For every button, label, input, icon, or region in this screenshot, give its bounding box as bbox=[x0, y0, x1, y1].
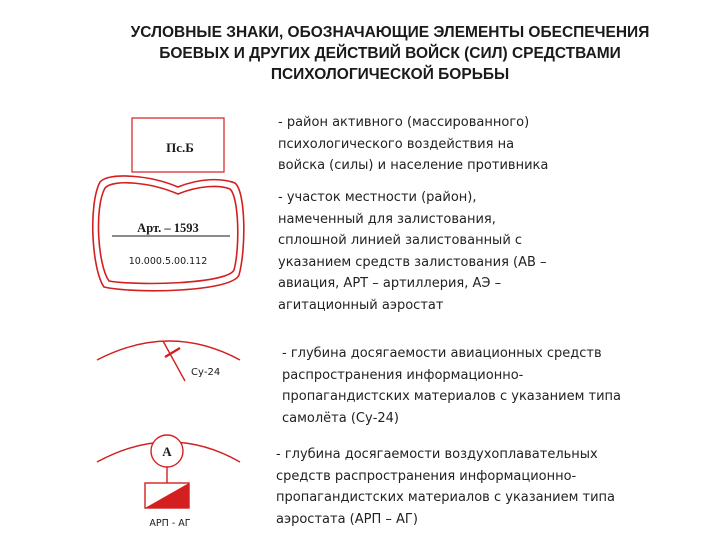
aviation-description-line: - глубина досягаемости авиационных средств bbox=[282, 346, 602, 361]
title-line-1: УСЛОВНЫЕ ЗНАКИ, ОБОЗНАЧАЮЩИЕ ЭЛЕМЕНТЫ ОБЕСПЕЧЕНИЯ bbox=[130, 24, 650, 41]
balloon-circle-label: А bbox=[162, 444, 172, 459]
leaflet-area-description-line: - участок местности (район), bbox=[278, 190, 477, 205]
aviation-label: Су-24 bbox=[191, 367, 221, 378]
balloon-description-line: пропагандистских материалов с указанием типа bbox=[276, 490, 616, 505]
balloon-description-line: средств распространения информационно- bbox=[276, 468, 577, 484]
aviation-description-line: распространения информационно- bbox=[282, 367, 524, 383]
psb-description bbox=[278, 112, 548, 177]
aviation-symbol bbox=[97, 341, 240, 381]
psb-label: Пс.Б bbox=[166, 140, 194, 155]
balloon-label: АРП - АГ bbox=[149, 518, 191, 529]
psb-description-line: психологического воздействия на bbox=[278, 136, 515, 152]
leaflet-area-description-line: авиация, АРТ – артиллерия, АЭ – bbox=[278, 276, 502, 291]
leaflet-area-description bbox=[278, 187, 547, 316]
aviation-description-line: самолёта (Су-24) bbox=[282, 410, 399, 426]
title-line-3: ПСИХОЛОГИЧЕСКОЙ БОРЬБЫ bbox=[270, 66, 510, 83]
leaflet-area-symbol bbox=[93, 176, 244, 291]
balloon-description bbox=[276, 444, 615, 530]
leaflet-area-code: 10.000.5.00.112 bbox=[128, 256, 208, 267]
aviation-description-line: пропагандистских материалов с указанием типа bbox=[282, 389, 622, 404]
psb-symbol bbox=[132, 118, 224, 172]
balloon-description-line: - глубина досягаемости воздухоплавательных bbox=[276, 447, 598, 462]
balloon-symbol bbox=[97, 435, 240, 529]
leaflet-area-description-line: сплошной линией залистованный с bbox=[278, 233, 523, 248]
balloon-description-line: аэростата (АРП – АГ) bbox=[276, 511, 418, 527]
leaflet-area-description-line: агитационный аэростат bbox=[278, 297, 444, 313]
aviation-pointer-line bbox=[163, 341, 185, 381]
psb-description-line: войска (силы) и население противника bbox=[278, 158, 549, 173]
aviation-description bbox=[282, 343, 621, 429]
title-line-2: БОЕВЫХ И ДРУГИХ ДЕЙСТВИЙ ВОЙСК (СИЛ) СРЕДСТВАМИ bbox=[159, 45, 621, 62]
psb-description-line: - район активного (массированного) bbox=[278, 115, 530, 130]
leaflet-area-label: Арт. – 1593 bbox=[137, 221, 199, 235]
leaflet-area-description-line: намеченный для залистования, bbox=[278, 211, 496, 227]
leaflet-area-description-line: указанием средств залистования (АВ – bbox=[278, 254, 547, 270]
